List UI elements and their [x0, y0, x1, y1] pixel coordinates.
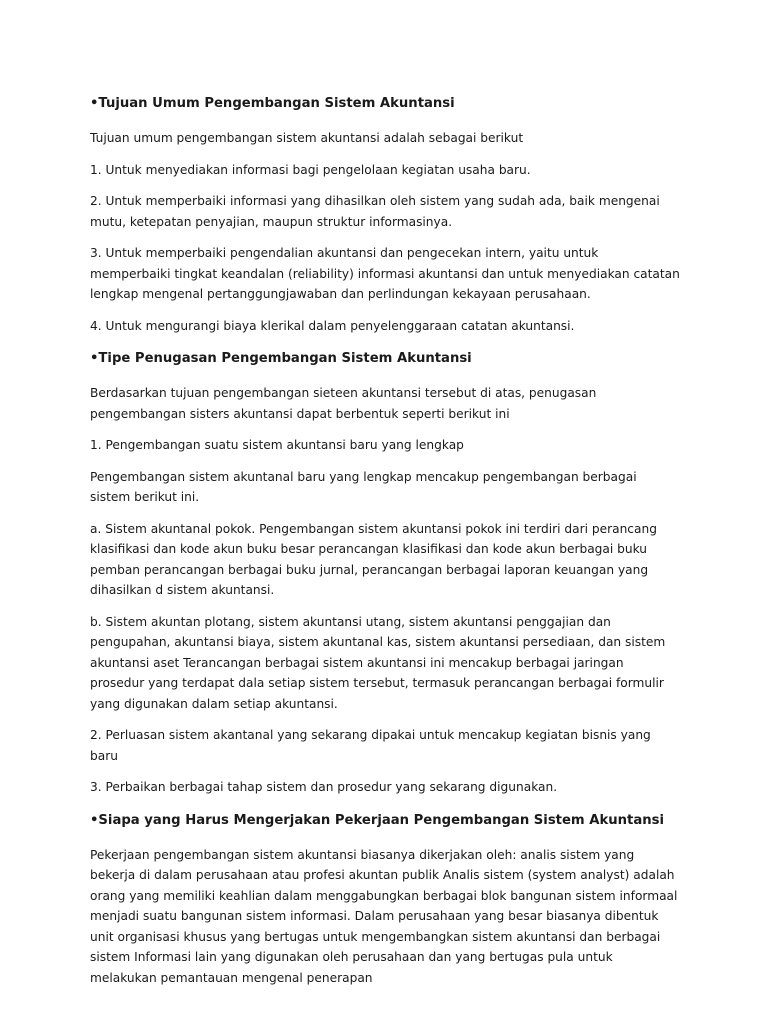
document-page — [90, 94, 680, 999]
paragraph: 3. Untuk memperbaiki pengendalian akuntansi dan pengecekan intern, yaitu untuk memperbaiki tingkat keandalan (reliability) informasi akuntansi dan untuk menyediakan catatan lengkap mengenal pertanggungjawaban dan perlindungan kekayaan perusahaan. — [90, 246, 680, 301]
section-heading-siapa: •Siapa yang Harus Mengerjakan Pekerjaan Pengembangan Sistem Akuntansi — [90, 812, 664, 828]
paragraph: 2. Perluasan sistem akantanal yang sekarang dipakai untuk mencakup kegiatan bisnis yang baru — [90, 728, 651, 763]
paragraph: Pekerjaan pengembangan sistem akuntansi biasanya dikerjakan oleh: analis sistem yang bekerja di dalam perusahaan atau profesi akuntan publik Analis sistem (system analyst) adalah orang yang memiliki keahlian dalam menggabungkan berbagai blok bangunan sistem informaal menjadi suatu bangunan sistem informasi. Dalam perusahaan yang besar biasanya dibentuk unit organisasi khusus yang bertugas untuk mengembangkan sistem akuntansi dan berbagai sistem Informasi lain yang digunakan oleh perusahaan dan yang bertugas pula untuk melakukan pemantauan mengenal penerapan — [90, 847, 678, 985]
section-heading-tipe: •Tipe Penugasan Pengembangan Sistem Akuntansi — [90, 351, 472, 366]
paragraph: 2. Untuk memperbaiki informasi yang dihasilkan oleh sistem yang sudah ada, baik mengenai mutu, ketepatan penyajian, maupun struktur informasinya. — [90, 194, 660, 229]
section-heading-tujuan: •Tujuan Umum Pengembangan Sistem Akuntansi — [90, 96, 455, 111]
paragraph: b. Sistem akuntan plotang, sistem akuntansi utang, sistem akuntansi penggajian dan pengupahan, akuntansi biaya, sistem akuntanal kas, sistem akuntansi persediaan, dan sistem akuntansi aset Terancangan berbagai sistem akuntansi ini mencakup berbagai jaringan prosedur yang terdapat dala setiap sistem tersebut, termasuk perancangan berbagai formulir yang digunakan dalam setiap akuntansi. — [90, 614, 666, 711]
paragraph: 1. Untuk menyediakan informasi bagi pengelolaan kegiatan usaha baru. — [90, 162, 531, 177]
paragraph: a. Sistem akuntanal pokok. Pengembangan sistem akuntansi pokok ini terdiri dari perancang klasifikasi dan kode akun buku besar perancangan klasifikasi dan kode akun berbagai buku pemban perancangan berbagai buku jurnal, perancangan berbagai laporan keuangan yang dihasilkan d sistem akuntansi. — [90, 521, 657, 597]
paragraph: Berdasarkan tujuan pengembangan sieteen akuntansi tersebut di atas, penugasan pengembangan sisters akuntansi dapat berbentuk seperti berikut ini — [90, 386, 597, 421]
paragraph: Tujuan umum pengembangan sistem akuntansi adalah sebagai berikut — [90, 131, 524, 145]
paragraph: 4. Untuk mengurangi biaya klerikal dalam penyelenggaraan catatan akuntansi. — [90, 318, 575, 333]
paragraph: 1. Pengembangan suatu sistem akuntansi baru yang lengkap — [90, 438, 464, 452]
paragraph: Pengembangan sistem akuntanal baru yang lengkap mencakup pengembangan berbagai sistem berikut ini. — [90, 469, 637, 504]
paragraph: 3. Perbaikan berbagai tahap sistem dan prosedur yang sekarang digunakan. — [90, 780, 558, 794]
